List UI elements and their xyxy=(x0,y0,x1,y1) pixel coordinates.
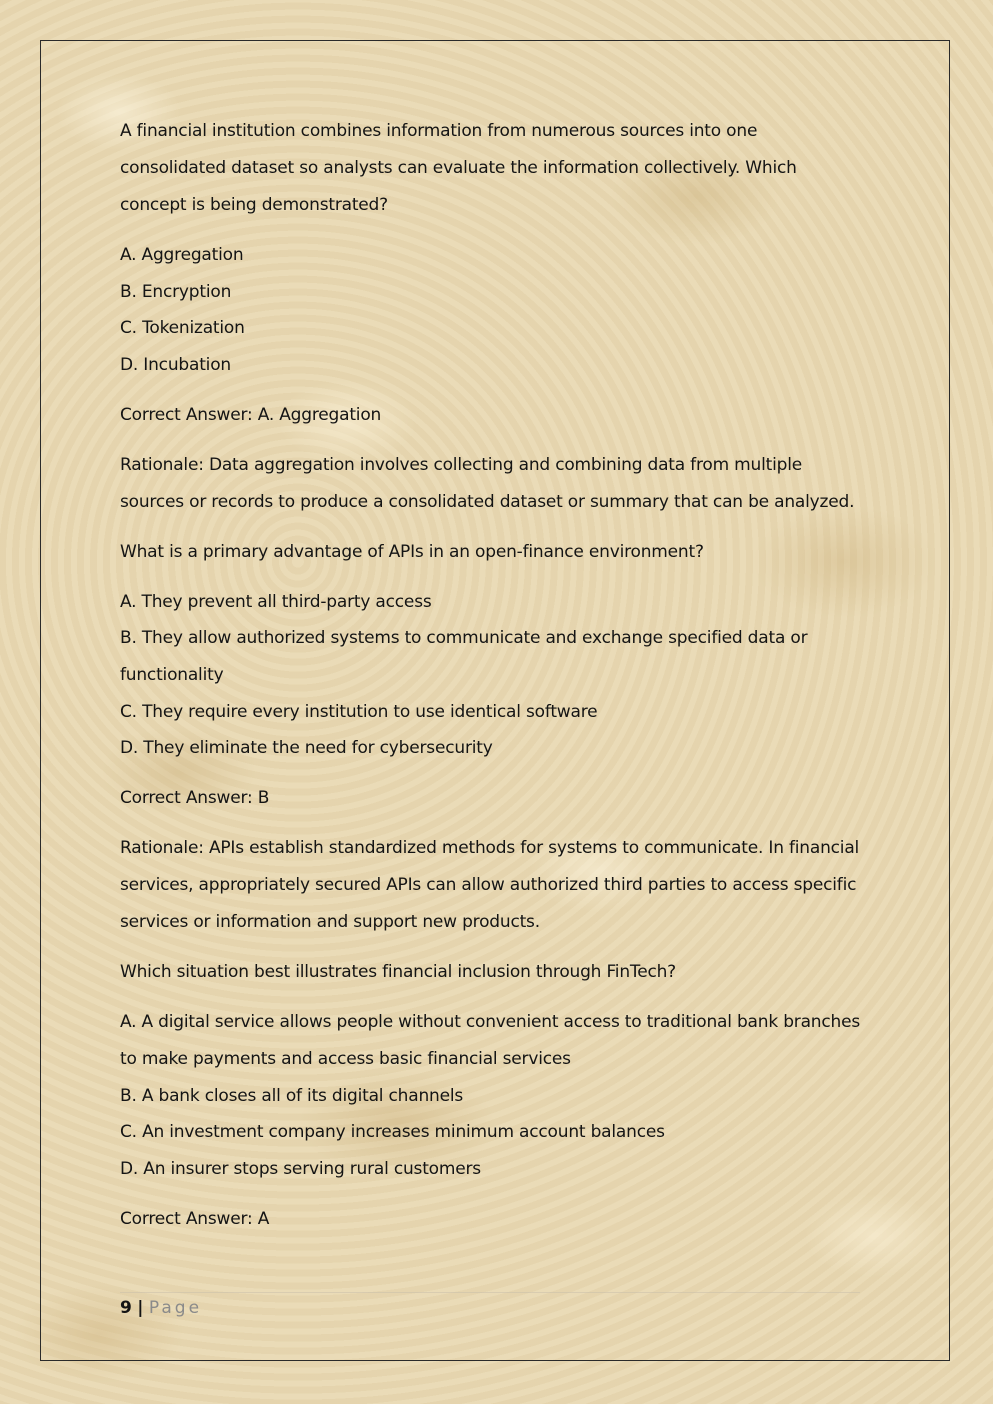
option-item: D. An insurer stops serving rural customers xyxy=(120,1158,481,1179)
option-list xyxy=(120,237,860,384)
option-item: B. They allow authorized systems to communicate and exchange specified data or functionality xyxy=(120,628,808,685)
option-item: A. Aggregation xyxy=(120,245,244,265)
option-list xyxy=(120,584,860,768)
correct-answer: Correct Answer: B xyxy=(120,788,270,808)
question-text: A financial institution combines information from numerous sources into one consolidated dataset so analysts can evaluate the information collectively. Which concept is being demonstrated? xyxy=(120,121,797,215)
page-number: 9 xyxy=(120,1298,132,1318)
correct-answer: Correct Answer: A xyxy=(120,1208,270,1229)
page-footer xyxy=(120,1296,202,1320)
document-body xyxy=(120,113,860,1251)
correct-answer: Correct Answer: A. Aggregation xyxy=(120,404,382,425)
rationale-text: Rationale: Data aggregation involves collecting and combining data from multiple sources or records to produce a consolidated dataset or summary that can be analyzed. xyxy=(120,454,855,512)
option-item: C. Tokenization xyxy=(120,318,245,338)
option-item: B. Encryption xyxy=(120,281,232,302)
page-label: Page xyxy=(148,1298,203,1318)
question-text: Which situation best illustrates financial inclusion through FinTech? xyxy=(120,962,676,982)
option-item: A. A digital service allows people without convenient access to traditional bank branches to make payments and access basic financial services xyxy=(120,1012,861,1069)
option-item: C. They require every institution to use identical software xyxy=(120,701,598,722)
option-list xyxy=(120,1004,860,1188)
option-item: D. Incubation xyxy=(120,354,231,375)
option-item: C. An investment company increases minimum account balances xyxy=(120,1122,665,1142)
option-item: D. They eliminate the need for cybersecurity xyxy=(120,738,493,758)
footer-divider xyxy=(120,1292,860,1293)
option-item: B. A bank closes all of its digital channels xyxy=(120,1085,464,1106)
rationale-text: Rationale: APIs establish standardized methods for systems to communicate. In financial services, appropriately secured APIs can allow authorized third parties to access specific services or information and support new products. xyxy=(120,838,860,932)
question-text: What is a primary advantage of APIs in an open-finance environment? xyxy=(120,541,704,562)
footer-separator: | xyxy=(137,1298,144,1318)
option-item: A. They prevent all third-party access xyxy=(120,591,432,612)
